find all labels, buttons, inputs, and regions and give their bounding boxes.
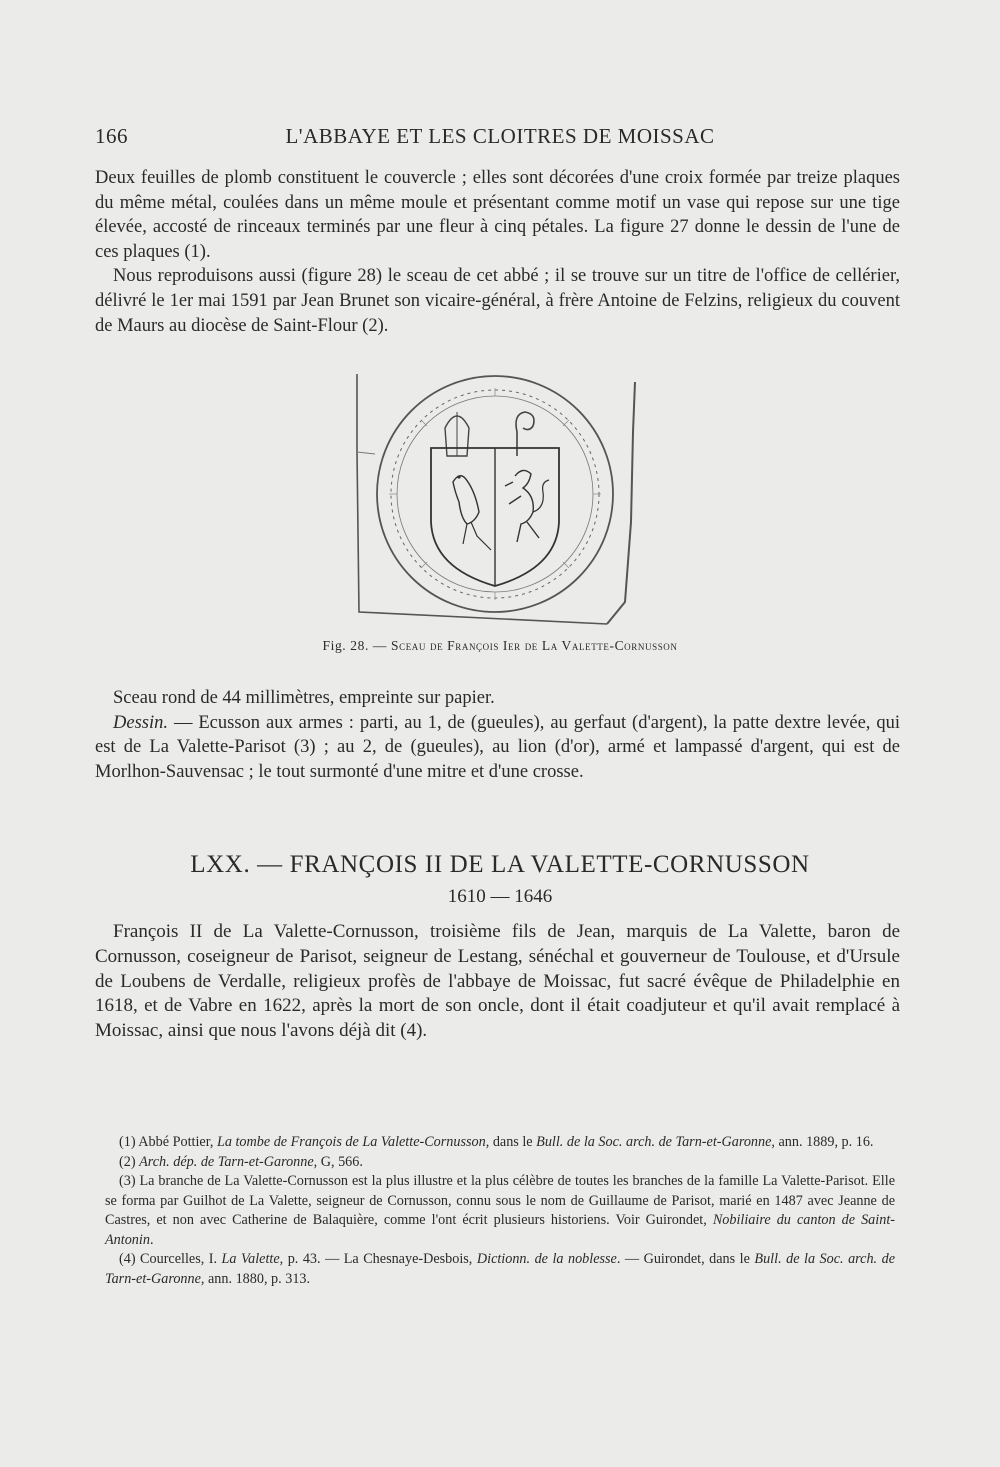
dessin-text: — Ecusson aux armes : parti, au 1, de (gueules), au gerfaut (d'argent), la patte dextre levée, qui est de La Valette-Parisot (3) ; au 2, de (gueules), au lion (d'or), armé et lampassé d'argent, qui est de Morlhon-Sauvensac ; le tout surmonté d'une mitre et d'une crosse.	[95, 712, 900, 782]
caption-title: Sceau de François Ier de La Valette-Cornusson	[390, 638, 678, 653]
page-number: 166	[95, 124, 128, 148]
seal-description	[95, 686, 900, 784]
section-body	[95, 920, 900, 1044]
seal-dessin-paragraph	[95, 711, 900, 785]
figure-caption	[0, 638, 1000, 654]
section-heading: LXX. — FRANÇOIS II DE LA VALETTE-CORNUSSON	[190, 851, 810, 878]
footnote-1: (1) Abbé Pottier, La tombe de François de La Valette-Cornusson, dans le Bull. de la Soc. arch. de Tarn-et-Garonne, ann. 1889, p. 16.	[119, 1134, 874, 1150]
footnotes	[105, 1133, 895, 1289]
paragraph-francois-ii: François II de La Valette-Cornusson, troisième fils de Jean, marquis de La Valette, baron de Cornusson, coseigneur de Parisot, seigneur de Lestang, sénéchal et gouverneur de Toulouse, et d'Ursule de Loubens de Verdalle, religieux profès de l'abbaye de Moissac, fut sacré évêque de Philadelphie en 1618, et de Vabre en 1622, après la mort de son oncle, dont il était coadjuteur et qu'il avait remplacé à Moissac, ainsi que nous l'avons déjà dit (4).	[95, 921, 900, 1042]
running-title: L'ABBAYE ET LES CLOITRES DE MOISSAC	[285, 124, 715, 148]
section-dates: 1610 — 1646	[447, 886, 553, 907]
running-header	[95, 124, 905, 152]
intro-paragraphs	[95, 166, 900, 338]
seal-illustration-icon	[345, 372, 645, 642]
footnote-2: (2) Arch. dép. de Tarn-et-Garonne, G, 566.	[119, 1153, 363, 1170]
figure-seal	[345, 372, 645, 642]
paragraph-seal-intro: Nous reproduisons aussi (figure 28) le sceau de cet abbé ; il se trouve sur un titre de l'office de cellérier, délivré le 1er mai 1591 par Jean Brunet son vicaire-général, à frère Antoine de Felzins, religieux du couvent de Maurs au diocèse de Saint-Flour (2).	[95, 266, 900, 336]
paragraph-lead-cover: Deux feuilles de plomb constituent le couvercle ; elles sont décorées d'une croix formée par treize plaques du même métal, coulées dans un même moule et présentant comme motif un vase qui repose sur une tige élevée, accosté de rinceaux terminés par une fleur à cinq pétales. La figure 27 donne le dessin de l'une de ces plaques (1).	[95, 168, 900, 262]
footnote-3: (3) La branche de La Valette-Cornusson est la plus illustre et la plus célèbre de toutes les branches de la famille La Valette-Parisot. Elle se forma par Guilhot de La Valette, seigneur de Cornusson, connu sous le nom de Guillaume de Parisot, marié en 1487 avec Jeanne de Castres, et non avec Catherine de Balaquière, comme l'ont écrit plusieurs historiens. Voir Guirondet, Nobiliaire du canton de Saint-Antonin.	[105, 1173, 895, 1248]
footnote-4: (4) Courcelles, I. La Valette, p. 43. — La Chesnaye-Desbois, Dictionn. de la noblesse. — Guirondet, dans le Bull. de la Soc. arch. de Tarn-et-Garonne, ann. 1880, p. 313.	[105, 1251, 895, 1287]
caption-prefix: Fig. 28. —	[322, 638, 391, 653]
dessin-label: Dessin.	[113, 712, 168, 733]
seal-size-line: Sceau rond de 44 millimètres, empreinte sur papier.	[113, 688, 495, 708]
